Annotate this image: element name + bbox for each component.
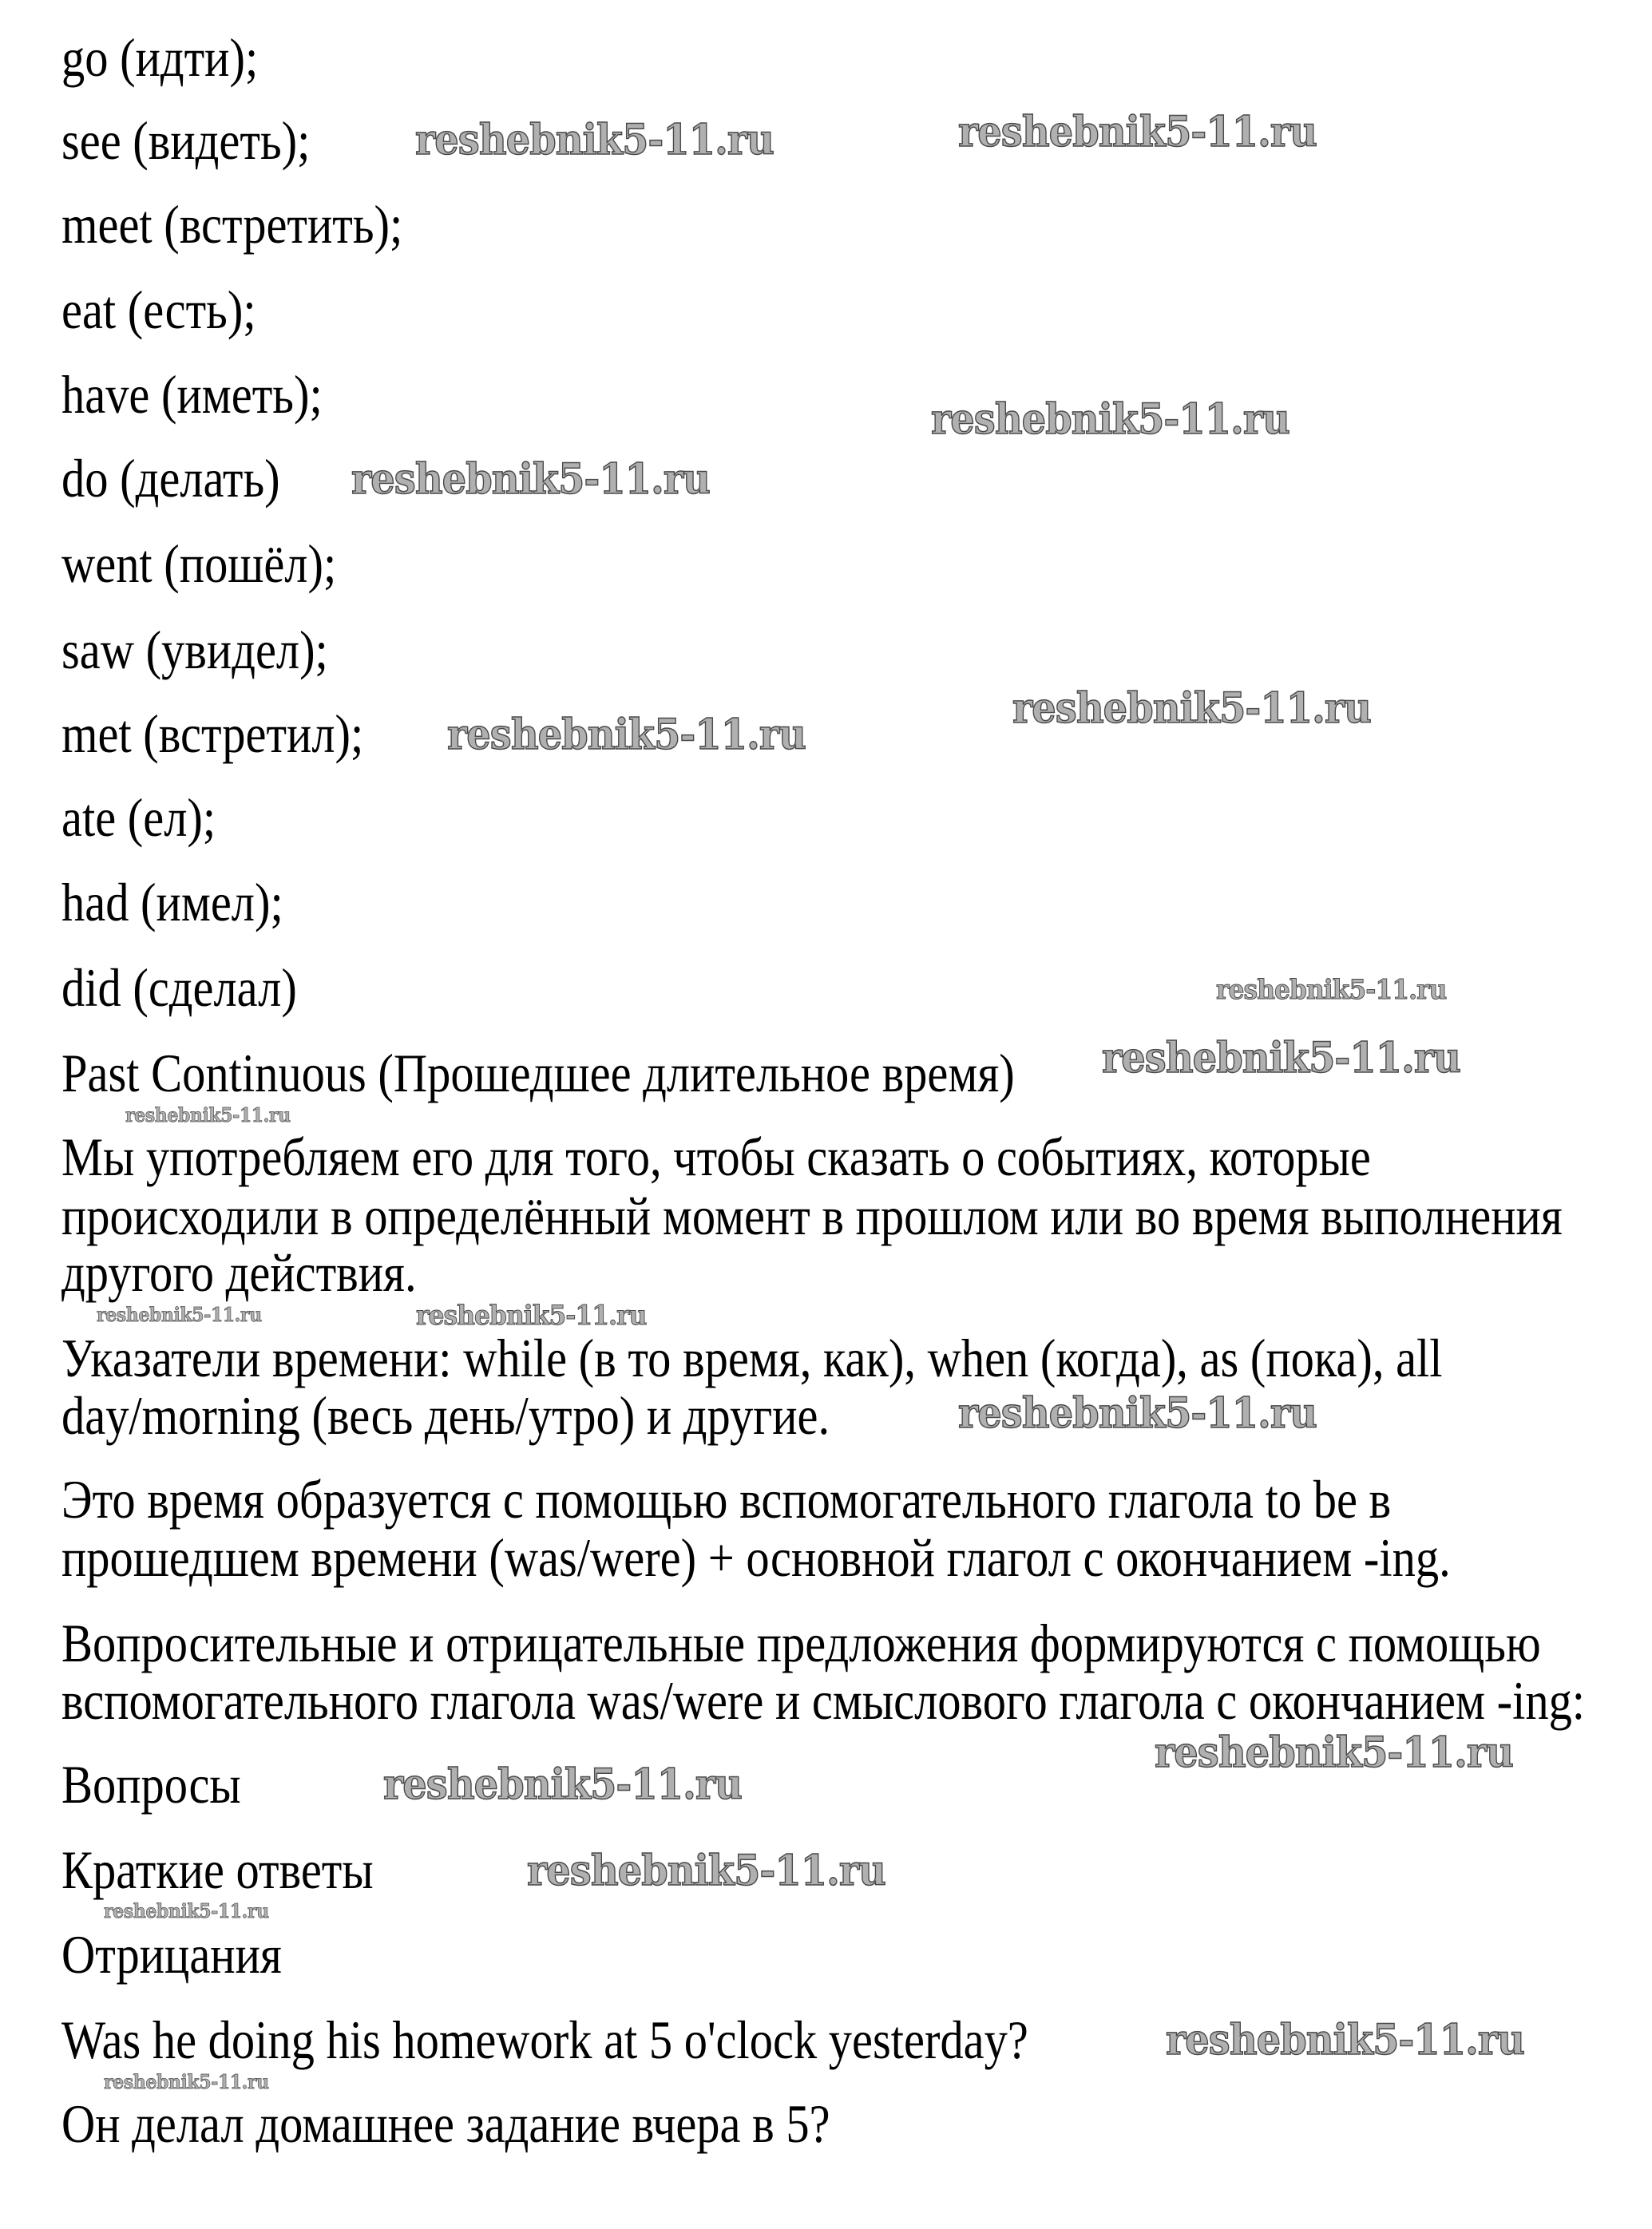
section-heading: Past Continuous (Прошедшее длительное время) [61,1043,1015,1103]
watermark: reshebnik5-11.ru [958,1389,1317,1438]
watermark: reshebnik5-11.ru [351,455,710,504]
paragraph-line: вспомогательного глагола was/were и смыслового глагола с окончанием -ing: [61,1670,1586,1731]
text-line: Вопросы [61,1754,241,1815]
watermark: reshebnik5-11.ru [416,1300,647,1332]
text-line: eat (есть); [61,279,256,340]
watermark: reshebnik5-11.ru [1166,2016,1524,2065]
text-line: see (видеть); [61,110,311,171]
text-line: meet (встретить); [61,194,403,255]
paragraph-line: Указатели времени: while (в то время, как), when (когда), as (пока), all [61,1328,1443,1388]
text-line: met (встретил); [61,703,364,764]
watermark: reshebnik5-11.ru [104,1899,269,1922]
watermark: reshebnik5-11.ru [1102,1034,1460,1083]
watermark: reshebnik5-11.ru [1155,1728,1513,1777]
text-line: ate (ел); [61,787,216,848]
text-line: did (сделал) [61,957,297,1018]
watermark: reshebnik5-11.ru [527,1847,885,1895]
paragraph-line: Это время образуется с помощью вспомогательного глагола to be в [61,1469,1392,1530]
paragraph-line: day/morning (весь день/утро) и другие. [61,1385,830,1446]
paragraph-line: другого действия. [61,1242,417,1303]
watermark: reshebnik5-11.ru [931,395,1290,444]
text-line: had (имел); [61,872,283,932]
watermark: reshebnik5-11.ru [97,1303,262,1326]
text-line: Краткие ответы [61,1839,374,1900]
text-line: Он делал домашнее задание вчера в 5? [61,2093,830,2154]
text-line: went (пошёл); [61,533,337,594]
paragraph-line: Вопросительные и отрицательные предложения формируются с помощью [61,1613,1541,1673]
watermark: reshebnik5-11.ru [415,116,774,164]
text-line: do (делать) [61,448,280,509]
watermark: reshebnik5-11.ru [104,2070,269,2093]
watermark: reshebnik5-11.ru [383,1760,742,1809]
text-line: have (иметь); [61,364,323,425]
text-line: Was he doing his homework at 5 o'clock yesterday? [61,2009,1028,2070]
paragraph-line: прошедшем времени (was/were) + основной глагол с окончанием -ing. [61,1527,1451,1588]
paragraph-line: Мы употребляем его для того, чтобы сказать о событиях, которые [61,1126,1371,1187]
paragraph-line: происходили в определённый момент в прошлом или во время выполнения [61,1186,1563,1246]
text-line: go (идти); [61,27,259,88]
watermark: reshebnik5-11.ru [958,108,1317,156]
watermark: reshebnik5-11.ru [125,1103,291,1126]
watermark: reshebnik5-11.ru [447,711,806,759]
watermark: reshebnik5-11.ru [1216,974,1447,1006]
text-line: saw (увидел); [61,620,328,680]
watermark: reshebnik5-11.ru [1012,684,1371,733]
text-line: Отрицания [61,1924,282,1985]
